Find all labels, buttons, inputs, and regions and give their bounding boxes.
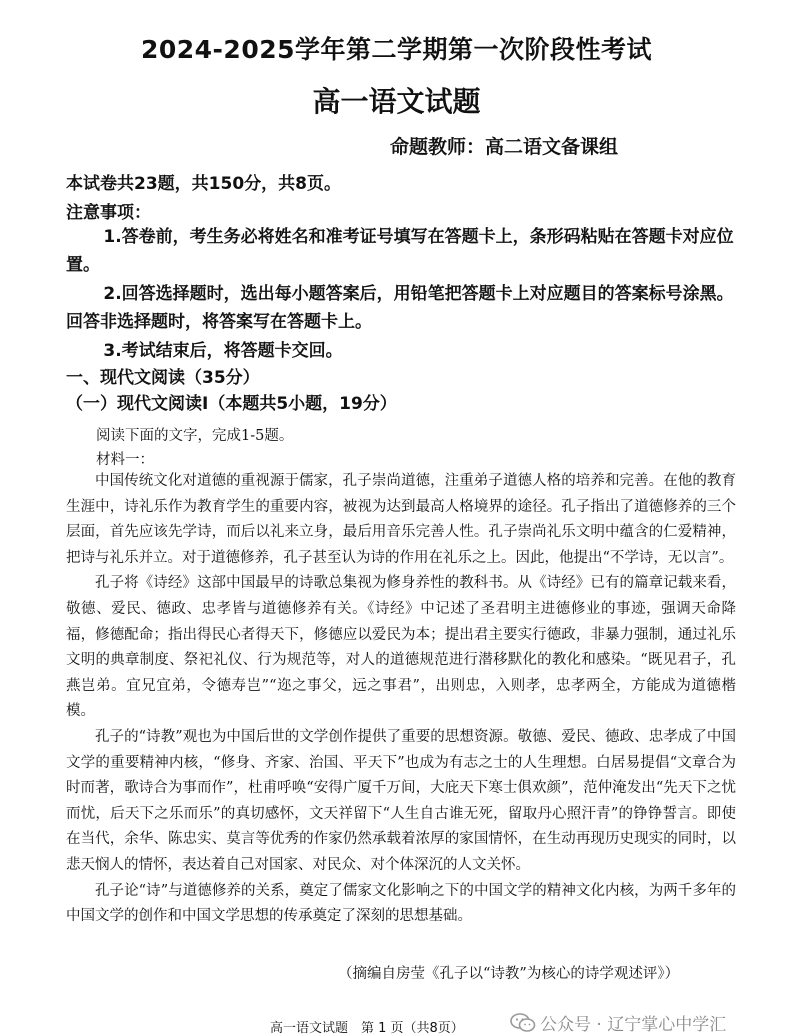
- subsection-heading: （一）现代文阅读Ⅰ（本题共5小题，19分）: [66, 394, 397, 414]
- exam-title: 2024-2025学年第二学期第一次阶段性考试: [140, 35, 653, 64]
- passage-paragraph-3: 孔子的“诗教”观也为中国后世的文学创作提供了重要的思想资源。敬德、爱民、德政、忠孝成了中国文学的重要精神内核，“修身、齐家、治国、平天下”也成为有志之士的人生理想。白居易提倡“文章合为时而著，歌诗合为事而作”，杜甫呼唤“安得广厦千万间，大庇天下寒士俱欢颜”，范仲淹发出“先天下之忧而忧，后天下之乐而乐”的真切感怀，文天祥留下“人生自古谁无死，留取丹心照汗青”的铮铮誓言。即使在当代，余华、陈忠实、莫言等优秀的作家仍然承载着浓厚的家国情怀，在生动再现历史现实的同时，以悲天悯人的情怀，表达着自己对国家、对民众、对个体深沉的人文关怀。: [66, 728, 736, 873]
- watermark: [510, 1010, 726, 1035]
- notes-heading: 注意事项：: [66, 203, 151, 223]
- material-label: 材料一：: [96, 452, 154, 468]
- passage-paragraph-4: 孔子论“诗”与道德修养的关系，奠定了儒家文化影响之下的中国文学的精神文化内核，为两千多年的中国文学的创作和中国文学思想的传承奠定了深刻的思想基础。: [66, 882, 736, 925]
- author-line: 命题教师：高二语文备课组: [390, 136, 619, 158]
- passage-paragraph-2: 孔子将《诗经》这部中国最早的诗歌总集视为修身养性的教科书。从《诗经》已有的篇章记载来看，敬德、爱民、德政、忠孝皆与道德修养有关。《诗经》中记述了圣君明主进德修业的事迹，强调天命降福，修德配命；指出得民心者得天下，修德应以爱民为本；提出君主要实行德政，非暴力强制，通过礼乐文明的典章制度、祭祀礼仪、行为规范等，对人的道德规范进行潜移默化的教化和感染。“既见君子，孔燕岂弟。宜兄宜弟，令德寿岂”“迩之事父，远之事君”，出则忠，入则孝，忠孝两全，方能成为道德楷模。: [66, 575, 736, 720]
- reading-passage: [66, 469, 736, 930]
- wechat-icon: [510, 1013, 536, 1033]
- note-1: 1.答卷前，考生务必将姓名和准考证号填写在答题卡上，条形码粘贴在答题卡对应位置。: [66, 227, 734, 275]
- section-heading: 一、现代文阅读（35分）: [66, 368, 260, 388]
- subject-title: 高一语文试题: [312, 85, 481, 118]
- passage-paragraph-1: 中国传统文化对道德的重视源于儒家，孔子崇尚道德，注重弟子道德人格的培养和完善。在他的教育生涯中，诗礼乐作为教育学生的重要内容，被视为达到最高人格境界的途径。孔子指出了道德修养的三个层面，首先应该先学诗，而后以礼来立身，最后用音乐完善人性。孔子崇尚礼乐文明中蕴含的仁爱精神，把诗与礼乐并立。对于道德修养，孔子甚至认为诗的作用在礼乐之上。因此，他提出“不学诗，无以言”。: [66, 473, 736, 566]
- note-2: 2.回答选择题时，选出每小题答案后，用铅笔把答题卡上对应题目的答案标号涂黑。回答非选择题时，将答案写在答题卡上。: [66, 284, 734, 332]
- citation: （摘编自房莹《孔子以“诗教”为核心的诗学观述评》）: [338, 966, 680, 982]
- reading-instruction: 阅读下面的文字，完成1-5题。: [96, 428, 294, 444]
- exam-summary: 本试卷共23题，共150分，共8页。: [66, 174, 341, 194]
- watermark-text: 公众号 · 辽宁掌心中学汇: [540, 1015, 727, 1035]
- note-3: 3.考试结束后，将答题卡交回。: [103, 341, 343, 361]
- page-footer: 高一语文试题 第 1 页（共8页）: [270, 1021, 464, 1036]
